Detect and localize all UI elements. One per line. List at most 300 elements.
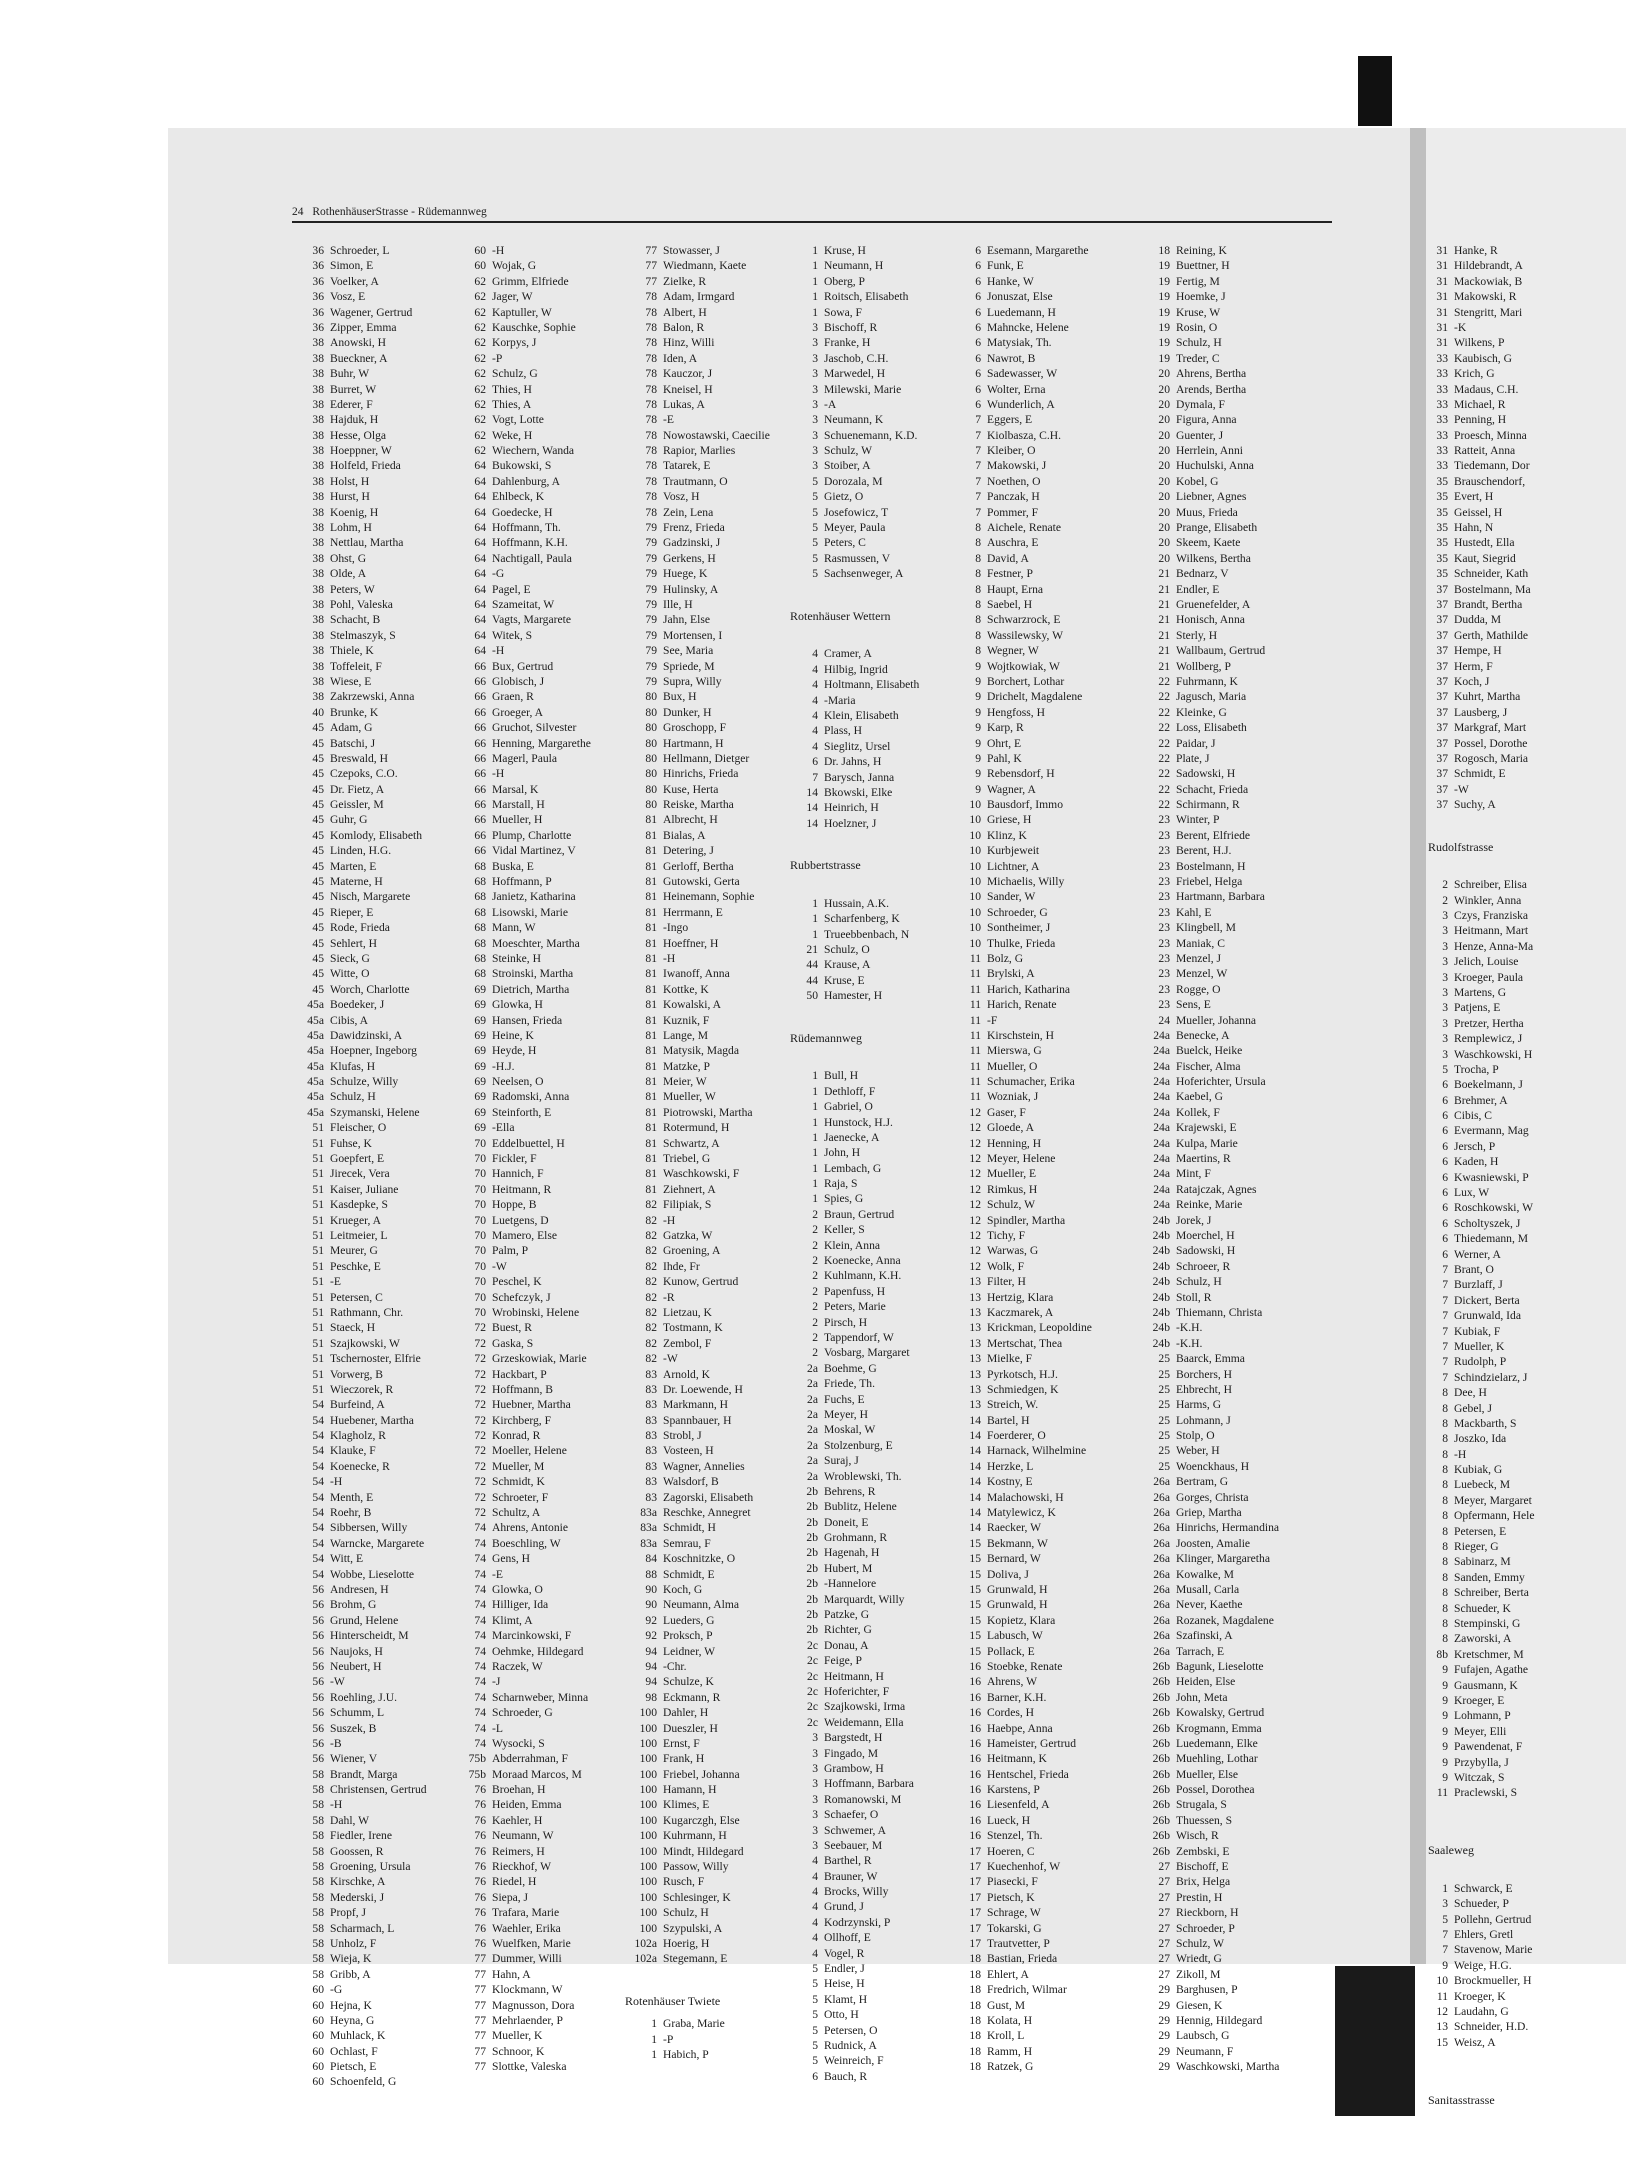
resident-name: Noethen, O <box>987 474 1041 488</box>
resident-name: Schreiber, Elisa <box>1454 878 1527 892</box>
house-number: 45 <box>312 905 324 919</box>
house-number: 81 <box>645 890 657 904</box>
list-item <box>458 1443 591 1458</box>
house-number: 78 <box>645 444 657 458</box>
house-number: 38 <box>312 551 324 565</box>
resident-name: Scharfenberg, K <box>824 912 900 926</box>
resident-name: Kneisel, H <box>663 382 713 396</box>
house-number: 2a <box>807 1469 818 1483</box>
resident-name: Oehmke, Hildegard <box>492 1644 584 1658</box>
list-item <box>292 489 427 504</box>
list-item <box>788 474 919 489</box>
list-item <box>292 1320 427 1335</box>
resident-name: Moerchel, H <box>1176 1229 1235 1242</box>
resident-name: Dawidzinski, A <box>330 1028 403 1042</box>
list-item <box>458 1951 591 1966</box>
list-item <box>961 489 1092 504</box>
house-number: 69 <box>474 1075 486 1089</box>
list-item <box>458 1690 591 1705</box>
resident-name: Brant, O <box>1454 1263 1494 1276</box>
house-number: 82 <box>645 1229 657 1242</box>
house-number: 14 <box>969 1475 981 1489</box>
house-number: 6 <box>1442 1109 1448 1123</box>
house-number: 72 <box>474 1336 486 1350</box>
resident-name: Konrad, R <box>492 1429 541 1443</box>
house-number: 13 <box>969 1352 981 1366</box>
resident-name: Henning, Margarethe <box>492 736 591 750</box>
resident-name: Slottke, Valeska <box>492 2060 567 2074</box>
resident-name: Mueller, O <box>987 1059 1038 1073</box>
resident-name: Dahler, H <box>663 1706 709 1720</box>
resident-name: Tokarski, G <box>987 1921 1042 1935</box>
house-number: 14 <box>806 801 818 815</box>
house-number: 58 <box>312 1844 324 1858</box>
resident-name: Boedeker, J <box>330 998 385 1012</box>
house-number: 12 <box>1436 2004 1448 2018</box>
list-item <box>1426 489 1534 504</box>
house-number: 17 <box>969 1906 981 1920</box>
house-number: 26a <box>1153 1475 1170 1489</box>
resident-name: Friebel, Johanna <box>663 1767 740 1781</box>
house-number: 100 <box>639 1783 657 1797</box>
list-item <box>1136 2013 1279 2028</box>
house-number: 38 <box>312 674 324 688</box>
house-number: 60 <box>312 2075 324 2089</box>
resident-name: Eckmann, R <box>663 1690 721 1704</box>
resident-name: -Hannelore <box>824 1577 877 1591</box>
list-item <box>1426 1370 1534 1385</box>
house-number: 81 <box>645 1167 657 1181</box>
list-item <box>961 1844 1092 1859</box>
list-item <box>458 1166 591 1181</box>
list-item <box>1426 1896 1534 1911</box>
house-number: 38 <box>312 397 324 411</box>
list-item <box>961 982 1092 997</box>
resident-name: Barghusen, P <box>1176 1983 1238 1997</box>
house-number <box>788 1053 824 1068</box>
list-item <box>1426 1508 1534 1523</box>
resident-name: Bull, H <box>824 1069 859 1083</box>
list-item <box>788 535 919 550</box>
house-number: 82 <box>645 1321 657 1335</box>
list-item <box>623 1782 770 1797</box>
list-item <box>292 1397 427 1412</box>
list-item <box>961 674 1092 689</box>
resident-name: Meyer, Margaret <box>1454 1493 1532 1507</box>
house-number: 8 <box>1442 1555 1448 1569</box>
list-item <box>458 335 591 350</box>
resident-name: Adam, G <box>330 721 373 735</box>
house-number: 84 <box>645 1552 657 1566</box>
list-item <box>623 443 770 458</box>
list-item <box>961 1874 1092 1889</box>
list-item <box>458 1151 591 1166</box>
resident-name: Jorek, J <box>1176 1213 1212 1227</box>
resident-name: Schulz, G <box>492 367 538 381</box>
house-number: 23 <box>1158 828 1170 842</box>
resident-name: Stengritt, Mari <box>1454 305 1523 319</box>
resident-name: Huchulski, Anna <box>1176 459 1254 473</box>
resident-name: Klinz, K <box>987 828 1027 842</box>
house-number: 83 <box>645 1429 657 1443</box>
list-item <box>458 1397 591 1412</box>
list-item <box>1426 582 1534 597</box>
resident-name: Donau, A <box>824 1638 869 1652</box>
resident-name: -G <box>492 567 505 581</box>
house-number: 79 <box>645 551 657 565</box>
resident-name: Heine, K <box>492 1028 534 1042</box>
list-item <box>788 428 919 443</box>
resident-name: Ehlert, A <box>987 1967 1029 1981</box>
resident-name: Krajewski, E <box>1176 1121 1237 1135</box>
list-item <box>961 335 1092 350</box>
list-item <box>961 1859 1092 1874</box>
list-item <box>788 631 919 646</box>
resident-name: Rotermund, H <box>663 1121 730 1135</box>
resident-name: Rieckborn, H <box>1176 1906 1239 1920</box>
list-item <box>458 1967 591 1982</box>
resident-name: Karp, R <box>987 721 1024 735</box>
house-number: 56 <box>312 1675 324 1689</box>
resident-name: Wunderlich, A <box>987 397 1055 411</box>
list-item <box>1426 1200 1534 1215</box>
house-number: 78 <box>645 320 657 334</box>
list-item <box>1426 612 1534 627</box>
house-number: 81 <box>645 905 657 919</box>
page-fold <box>1410 128 1426 1964</box>
list-item <box>623 659 770 674</box>
house-number: 62 <box>474 397 486 411</box>
house-number: 8 <box>1442 1586 1448 1600</box>
binder-clip-bottom <box>1335 1966 1415 2116</box>
list-item <box>292 428 427 443</box>
house-number: 16 <box>969 1752 981 1766</box>
house-number: 7 <box>1442 1355 1448 1369</box>
house-number: 17 <box>969 1875 981 1889</box>
list-item <box>623 274 770 289</box>
house-number: 36 <box>312 305 324 319</box>
list-item <box>458 1982 591 1997</box>
resident-name: Ahrens, Antonie <box>492 1521 568 1535</box>
house-number: 74 <box>474 1536 486 1550</box>
house-number: 20 <box>1158 536 1170 550</box>
list-item <box>292 1505 427 1520</box>
house-number: 76 <box>474 1798 486 1812</box>
resident-name: Wojtkowiak, W <box>987 659 1060 673</box>
house-number: 26b <box>1152 1706 1170 1720</box>
resident-name: Steinke, H <box>492 951 541 965</box>
list-item <box>788 243 919 258</box>
house-number: 66 <box>474 798 486 812</box>
resident-name: Roitsch, Elisabeth <box>824 290 909 304</box>
resident-name: Giesen, K <box>1176 1998 1223 2012</box>
resident-name: See, Maria <box>663 644 714 658</box>
house-number: 74 <box>474 1521 486 1535</box>
resident-name: Kubiak, G <box>1454 1463 1503 1477</box>
house-number: 2 <box>812 1300 818 1314</box>
resident-name: Ederer, F <box>330 397 373 411</box>
house-number: 21 <box>1158 597 1170 611</box>
house-number: 38 <box>312 582 324 596</box>
resident-name: Lohmann, P <box>1454 1709 1511 1723</box>
list-item <box>788 1345 919 1360</box>
house-number: 38 <box>312 644 324 658</box>
resident-name: Moeller, Helene <box>492 1444 567 1458</box>
resident-name: Weige, H.G. <box>1454 1958 1512 1972</box>
list-item <box>1136 1197 1279 1212</box>
house-number: 56 <box>312 1752 324 1766</box>
resident-name: Grzeskowiak, Marie <box>492 1352 587 1366</box>
house-number: 10 <box>969 859 981 873</box>
resident-name: Praclewski, S <box>1454 1786 1518 1800</box>
list-item <box>1136 289 1279 304</box>
list-item <box>1426 1262 1534 1277</box>
house-number: 70 <box>474 1244 486 1258</box>
house-number: 70 <box>474 1305 486 1319</box>
house-number: 77 <box>474 1998 486 2012</box>
list-item <box>292 1551 427 1566</box>
list-item <box>961 1089 1092 1104</box>
resident-name: Stolp, O <box>1176 1429 1215 1443</box>
resident-name: Pietsch, E <box>330 2060 377 2074</box>
house-number: 24a <box>1153 1044 1170 1058</box>
list-item <box>292 1166 427 1181</box>
list-item <box>623 859 770 874</box>
resident-name: Hengfoss, H <box>987 705 1045 719</box>
list-item <box>788 1469 919 1484</box>
resident-name: Mierswa, G <box>987 1044 1042 1058</box>
list-item <box>458 1074 591 1089</box>
list-item <box>961 782 1092 797</box>
house-number: 17 <box>969 1844 981 1858</box>
resident-name: -L <box>492 1721 503 1735</box>
house-number: 18 <box>969 2029 981 2043</box>
list-item <box>458 1705 591 1720</box>
house-number: 54 <box>312 1552 324 1566</box>
resident-name: Strobl, J <box>663 1429 702 1443</box>
resident-name: Pretzer, Hertha <box>1454 1016 1524 1030</box>
resident-name: Reschke, Annegret <box>663 1506 751 1520</box>
house-number: 70 <box>474 1259 486 1273</box>
list-item <box>1426 643 1534 658</box>
list-item <box>623 689 770 704</box>
house-number: 80 <box>645 751 657 765</box>
house-number: 100 <box>639 1875 657 1889</box>
resident-name: -K.H. <box>1176 1336 1203 1350</box>
list-item <box>623 382 770 397</box>
resident-name: Mackowiak, B <box>1454 274 1523 288</box>
resident-name: Piotrowski, Martha <box>663 1105 753 1119</box>
house-number: 79 <box>645 628 657 642</box>
house-number: 10 <box>969 936 981 950</box>
resident-name: Pietsch, K <box>987 1890 1035 1904</box>
house-number: 29 <box>1158 2029 1170 2043</box>
house-number: 16 <box>969 1829 981 1843</box>
house-number: 37 <box>1436 782 1448 796</box>
house-number: 23 <box>1158 936 1170 950</box>
house-number: 66 <box>474 767 486 781</box>
list-item <box>292 1443 427 1458</box>
resident-name: Hinrichs, Hermandina <box>1176 1521 1280 1535</box>
resident-name: Vorwerg, B <box>330 1367 384 1381</box>
resident-name: -H <box>492 644 505 658</box>
house-number: 3 <box>812 336 818 350</box>
list-item <box>292 766 427 781</box>
house-number: 22 <box>1158 721 1170 735</box>
resident-name: Buhr, W <box>330 367 370 381</box>
house-number: 8 <box>975 521 981 535</box>
house-number: 60 <box>312 1983 324 1997</box>
house-number: 66 <box>474 705 486 719</box>
list-item <box>788 2069 919 2084</box>
house-number: 8 <box>1442 1493 1448 1507</box>
list-item <box>1136 1490 1279 1505</box>
house-number: 78 <box>645 490 657 504</box>
list-item <box>292 2074 427 2089</box>
house-number: 4 <box>812 739 818 753</box>
list-item <box>623 1597 770 1612</box>
house-number: 9 <box>975 767 981 781</box>
house-number: 69 <box>474 1013 486 1027</box>
house-number: 3 <box>812 1808 818 1822</box>
list-item <box>292 982 427 997</box>
list-item <box>961 1905 1092 1920</box>
resident-name: Romanowski, M <box>824 1792 902 1806</box>
house-number: 21 <box>1158 628 1170 642</box>
list-item <box>961 659 1092 674</box>
list-item <box>1426 1277 1534 1292</box>
resident-name: Hoeren, C <box>987 1844 1035 1858</box>
list-item <box>1426 1524 1534 1539</box>
resident-name: Szypulski, A <box>663 1921 723 1935</box>
house-number: 26a <box>1153 1490 1170 1504</box>
resident-name: Cibis, A <box>330 1013 369 1027</box>
house-number: 81 <box>645 998 657 1012</box>
house-number: 2a <box>807 1392 818 1406</box>
list-item <box>1136 951 1279 966</box>
resident-name: Schefczyk, J <box>492 1290 551 1304</box>
house-number: 81 <box>645 1136 657 1150</box>
house-number: 1 <box>812 896 818 910</box>
list-item <box>1426 305 1534 320</box>
resident-name: Woenckhaus, H <box>1176 1459 1250 1473</box>
house-number: 10 <box>1436 1974 1448 1988</box>
resident-name: Sadewasser, W <box>987 367 1058 381</box>
resident-name: Mamero, Else <box>492 1229 558 1242</box>
resident-name: Dahl, W <box>330 1813 370 1827</box>
house-number: 8 <box>1442 1447 1448 1461</box>
list-item <box>623 1736 770 1751</box>
list-item <box>292 1751 427 1766</box>
list-item <box>788 1515 919 1530</box>
resident-name: Loss, Elisabeth <box>1176 721 1247 735</box>
directory-page <box>168 128 1535 2107</box>
list-item <box>458 520 591 535</box>
house-number: 8 <box>1442 1386 1448 1400</box>
resident-name: Hunstock, H.J. <box>824 1115 893 1129</box>
house-number: 23 <box>1158 844 1170 858</box>
list-item <box>1426 893 1534 908</box>
house-number: 38 <box>312 628 324 642</box>
resident-name: Globisch, J <box>492 674 545 688</box>
resident-name: Scholtyszek, J <box>1454 1216 1521 1230</box>
list-item <box>961 1828 1092 1843</box>
list-item <box>1136 828 1279 843</box>
list-item <box>788 1115 919 1130</box>
resident-name: Brix, Helga <box>1176 1875 1231 1889</box>
list-item <box>292 920 427 935</box>
resident-name: Peschel, K <box>492 1275 542 1289</box>
house-number: 62 <box>474 305 486 319</box>
list-item <box>458 597 591 612</box>
house-number: 6 <box>975 305 981 319</box>
list-item <box>1136 997 1279 1012</box>
resident-name: Rode, Frieda <box>330 921 390 935</box>
list-item <box>788 1453 919 1468</box>
list-item <box>1426 1739 1534 1754</box>
list-item <box>623 1259 770 1274</box>
list-item <box>292 1367 427 1382</box>
list-item <box>292 1013 427 1028</box>
resident-name: Zielke, R <box>663 274 707 288</box>
list-item <box>961 1074 1092 1089</box>
house-number: 3 <box>812 459 818 473</box>
list-item <box>292 1120 427 1135</box>
house-number: 16 <box>969 1767 981 1781</box>
resident-name: Dethloff, F <box>824 1084 876 1098</box>
resident-name: -H <box>330 1475 343 1489</box>
list-item <box>623 305 770 320</box>
list-item <box>1136 1644 1279 1659</box>
house-number: 6 <box>812 2069 818 2083</box>
house-number: 6 <box>975 397 981 411</box>
resident-name: Barthel, R <box>824 1854 872 1868</box>
house-number: 14 <box>969 1490 981 1504</box>
house-number: 1 <box>812 1069 818 1083</box>
house-number: 6 <box>975 274 981 288</box>
house-number: 8 <box>975 551 981 565</box>
resident-name: Groening, A <box>663 1244 721 1258</box>
resident-name: Maertins, R <box>1176 1152 1231 1166</box>
resident-name: Kroeger, Paula <box>1454 970 1524 984</box>
house-number: 82 <box>645 1259 657 1273</box>
resident-name: Klockmann, W <box>492 1983 563 1997</box>
resident-name: Brandt, Marga <box>330 1767 398 1781</box>
house-number: 24a <box>1153 1136 1170 1150</box>
resident-name: Wobbe, Lieselotte <box>330 1567 415 1581</box>
house-number: 2a <box>807 1454 818 1468</box>
house-number: 3 <box>812 1761 818 1775</box>
resident-name: Herm, F <box>1454 659 1493 673</box>
list-item <box>292 1428 427 1443</box>
house-number: 79 <box>645 613 657 627</box>
house-number: 18 <box>969 2013 981 2027</box>
list-item <box>961 1628 1092 1643</box>
resident-name: Schaefer, O <box>824 1808 879 1822</box>
resident-name: Hoffmann, B <box>492 1382 553 1396</box>
list-item <box>961 889 1092 904</box>
resident-name: Rozanek, Magdalene <box>1176 1613 1274 1627</box>
list-item <box>1136 1305 1279 1320</box>
resident-name: Sabinarz, M <box>1454 1555 1511 1569</box>
list-item <box>961 1290 1092 1305</box>
house-number: 4 <box>812 1885 818 1899</box>
list-item <box>458 2028 591 2043</box>
house-number: 14 <box>969 1429 981 1443</box>
house-number: 23 <box>1158 859 1170 873</box>
list-item <box>292 382 427 397</box>
list-item <box>623 320 770 335</box>
